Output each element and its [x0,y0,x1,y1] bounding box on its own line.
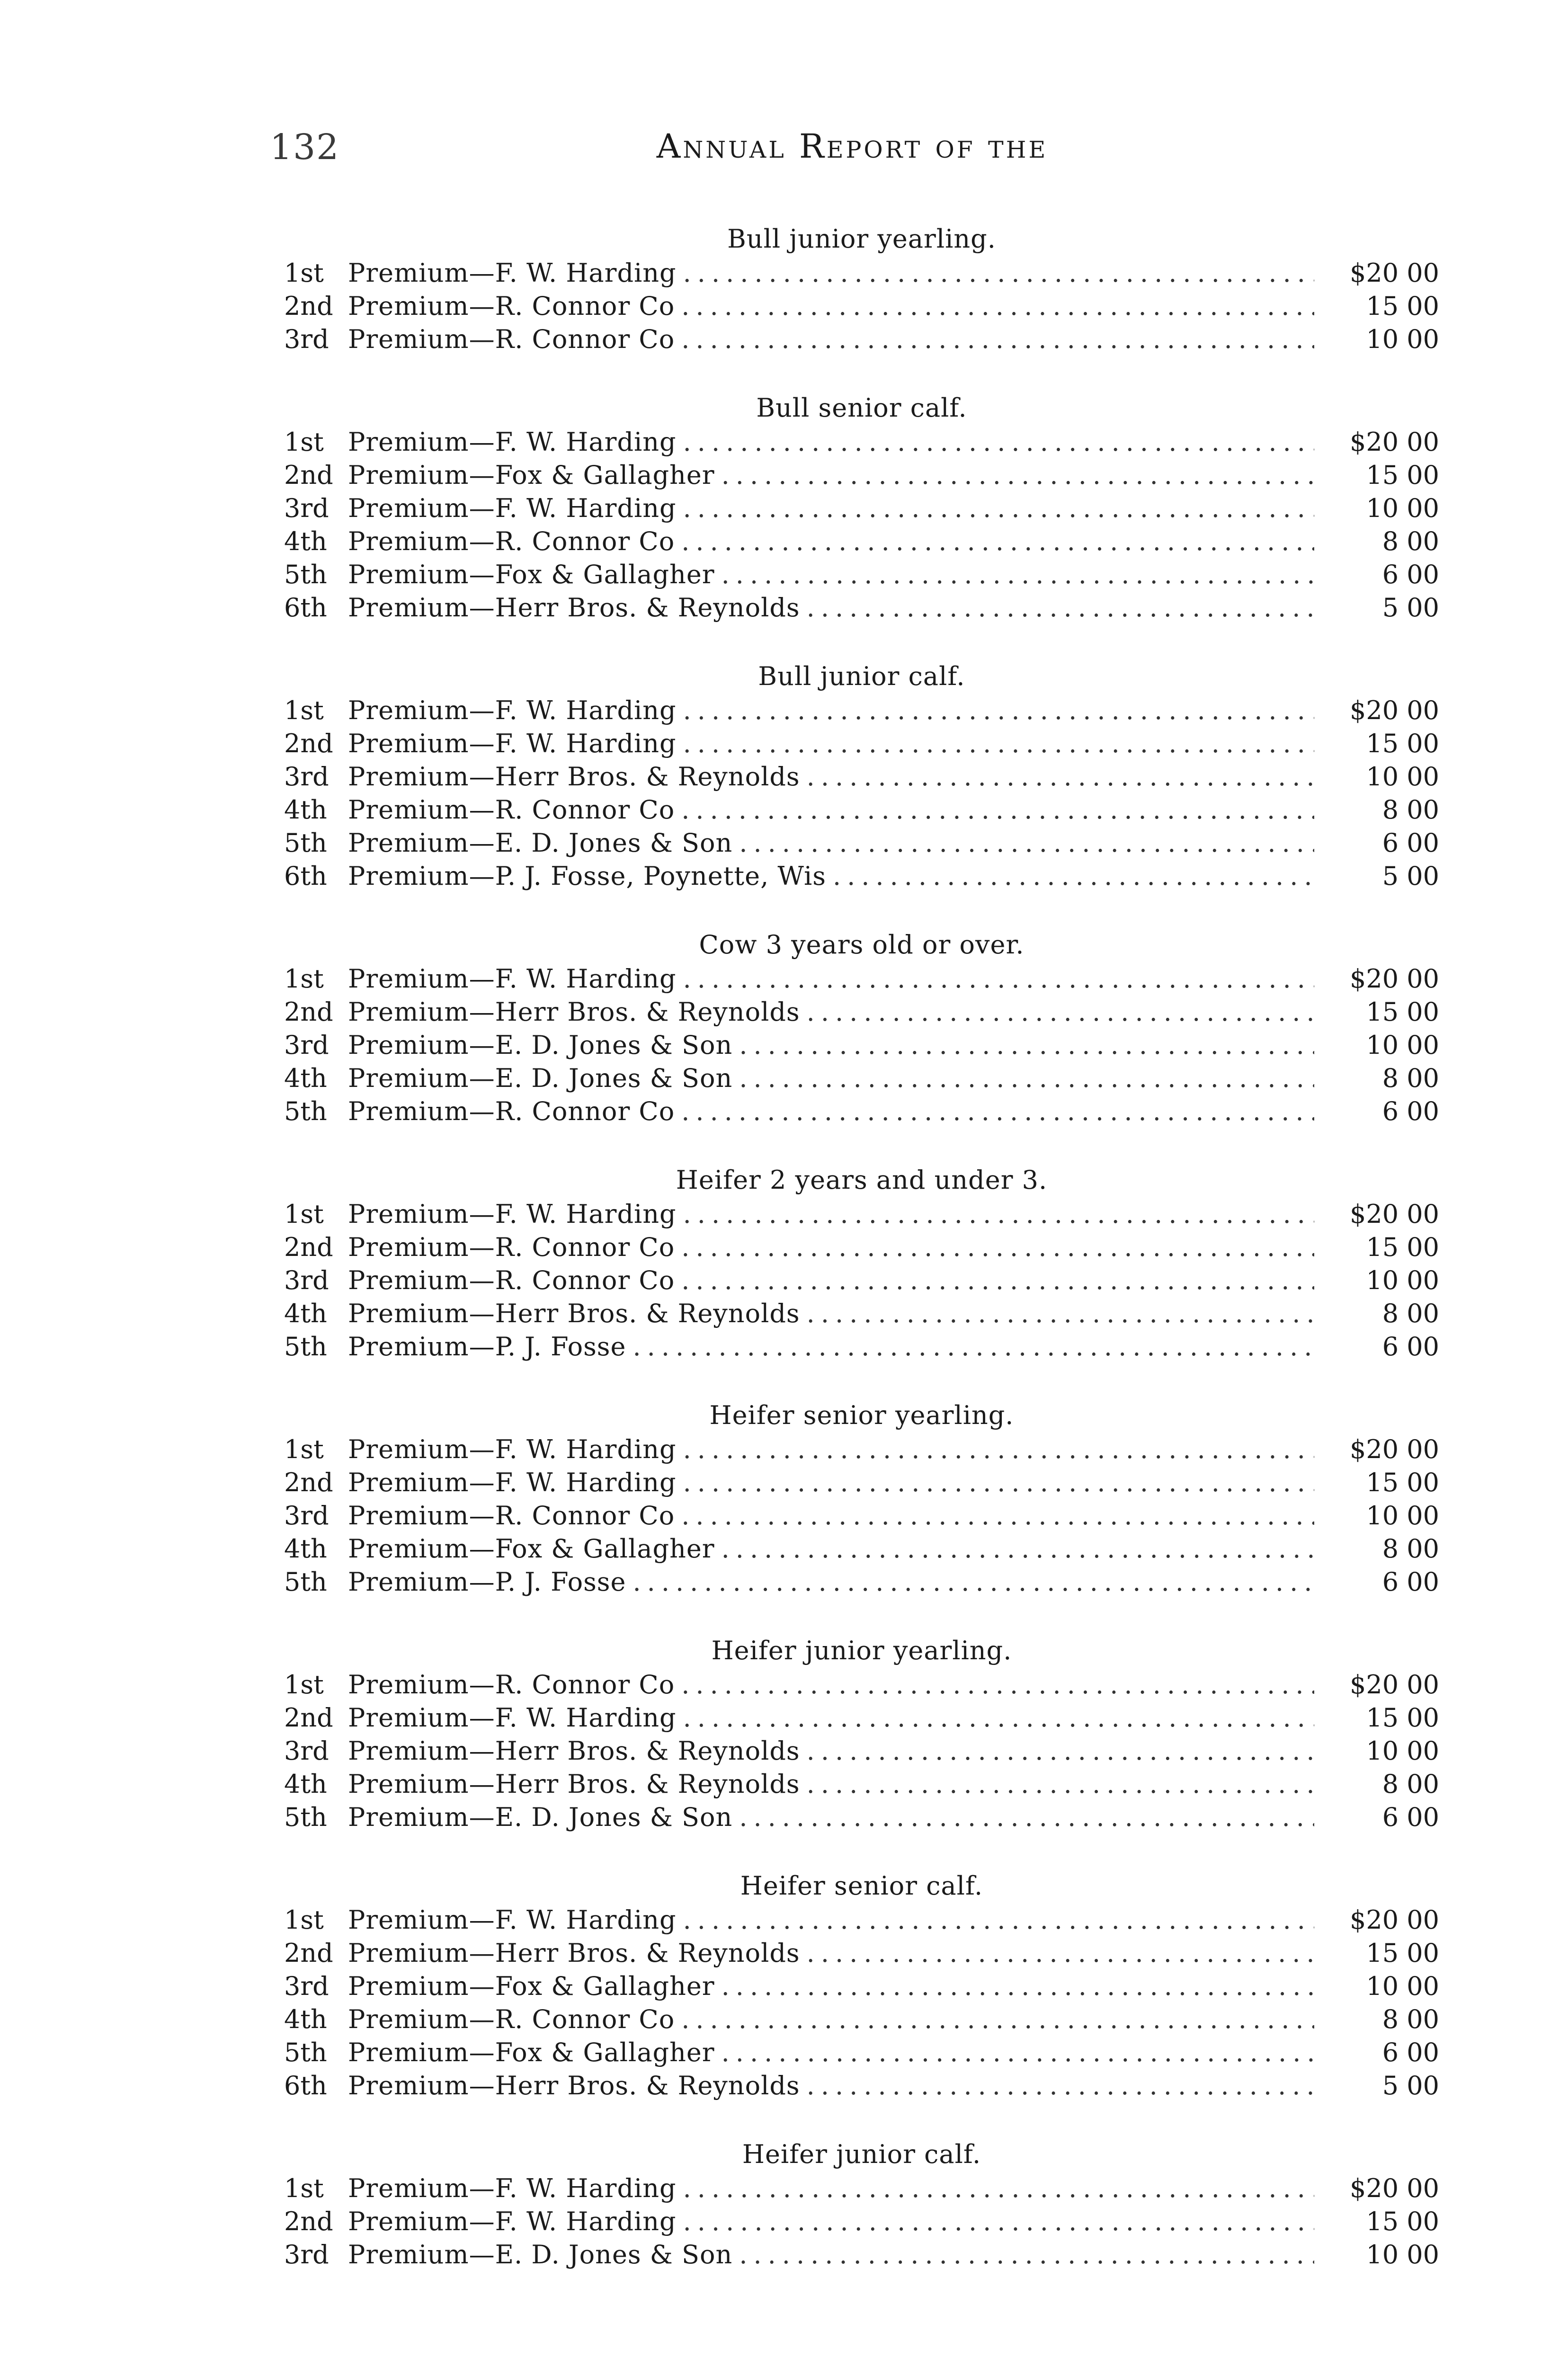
dot-leader [681,290,1314,323]
dot-leader [683,1433,1314,1466]
premium-section [284,222,1439,356]
premium-row [284,1937,1439,1970]
premium-row [284,2205,1439,2238]
premium-row [284,1466,1439,1499]
dot-leader [683,694,1314,727]
placing: 2nd [284,1468,333,1497]
premium-row [284,827,1439,860]
premium-row [284,323,1439,356]
placing: 2nd [284,1232,333,1262]
premium-winner: Premium—R. Connor Co [348,795,675,825]
premium-row [284,257,1439,290]
premium-amount: $20 00 [1350,1434,1439,1464]
premium-amount: 15 00 [1366,997,1439,1027]
premium-amount: 15 00 [1366,291,1439,321]
premium-amount: 8 00 [1382,526,1439,556]
dot-leader [807,996,1314,1029]
premium-winner: Premium—Fox & Gallagher [348,1971,715,2001]
premium-amount: 15 00 [1366,460,1439,490]
premium-row [284,694,1439,727]
premium-row [284,1768,1439,1801]
premium-winner: Premium—Fox & Gallagher [348,2038,715,2067]
placing: 4th [284,1299,327,1328]
premium-row [284,591,1439,624]
premium-section [284,392,1439,624]
placing: 3rd [284,1971,329,2001]
premium-amount: 8 00 [1382,1299,1439,1328]
dot-leader [683,1466,1314,1499]
premium-amount: 15 00 [1366,1938,1439,1968]
premium-amount: 8 00 [1382,1534,1439,1564]
premium-winner: Premium—P. J. Fosse [348,1332,626,1361]
dot-leader [739,1062,1314,1095]
section-title: Bull senior calf. [756,393,967,423]
premium-row [284,962,1439,996]
placing: 1st [284,964,324,994]
running-head: Annual Report of the [656,127,1048,166]
premium-amount: $20 00 [1350,427,1439,457]
premium-winner: Premium—Herr Bros. & Reynolds [348,1299,800,1328]
premium-section [284,1634,1439,1834]
premium-row [284,492,1439,525]
premium-row [284,1095,1439,1128]
premium-amount: 6 00 [1382,2038,1439,2067]
dot-leader [807,1735,1314,1768]
premium-amount: $20 00 [1350,695,1439,725]
premium-amount: 10 00 [1366,1736,1439,1766]
premium-winner: Premium—R. Connor Co [348,1670,675,1700]
premium-winner: Premium—R. Connor Co [348,2004,675,2034]
placing: 3rd [284,762,329,792]
placing: 3rd [284,493,329,523]
premium-amount: $20 00 [1350,1199,1439,1229]
premium-section [284,1164,1439,1363]
premium-row [284,760,1439,793]
placing: 3rd [284,2240,329,2269]
premium-winner: Premium—P. J. Fosse, Poynette, Wis [348,861,826,891]
placing: 4th [284,1534,327,1564]
premium-amount: 10 00 [1366,1971,1439,2001]
premium-winner: Premium—R. Connor Co [348,1265,675,1295]
placing: 4th [284,1769,327,1799]
page-number: 132 [270,127,340,168]
premium-amount: 15 00 [1366,1703,1439,1733]
placing: 3rd [284,1501,329,1531]
premium-winner: Premium—F. W. Harding [348,729,677,758]
premium-amount: 15 00 [1366,1232,1439,1262]
section-title: Heifer junior yearling. [711,1636,1012,1665]
dot-leader [722,558,1314,591]
dot-leader [681,1668,1314,1701]
dot-leader [683,2205,1314,2238]
premium-amount: $20 00 [1350,258,1439,288]
premium-amount: 15 00 [1366,2207,1439,2236]
premium-winner: Premium—Herr Bros. & Reynolds [348,1736,800,1766]
premium-amount: 8 00 [1382,1769,1439,1799]
premium-amount: 6 00 [1382,1332,1439,1361]
dot-leader [683,2172,1314,2205]
premium-amount: 6 00 [1382,828,1439,858]
premium-winner: Premium—F. W. Harding [348,427,677,457]
dot-leader [681,793,1314,827]
premium-amount: 10 00 [1366,2240,1439,2269]
dot-leader [683,1198,1314,1231]
dot-leader [722,2036,1314,2069]
placing: 2nd [284,1938,333,1968]
premium-section [284,660,1439,893]
placing: 3rd [284,1736,329,1766]
premium-row [284,1701,1439,1735]
section-title: Bull junior calf. [758,661,965,691]
premium-winner: Premium—Fox & Gallagher [348,560,715,589]
premium-winner: Premium—P. J. Fosse [348,1567,626,1597]
premium-winner: Premium—R. Connor Co [348,1232,675,1262]
premium-section [284,2138,1439,2271]
premium-row [284,1297,1439,1330]
placing: 4th [284,526,327,556]
premium-winner: Premium—F. W. Harding [348,695,677,725]
dot-leader [807,1937,1314,1970]
premium-amount: 15 00 [1366,1468,1439,1497]
placing: 2nd [284,729,333,758]
dot-leader [722,1970,1314,2003]
dot-leader [683,1904,1314,1937]
premium-row [284,1433,1439,1466]
dot-leader [807,1297,1314,1330]
placing: 6th [284,861,327,891]
premium-row [284,1668,1439,1701]
premium-winner: Premium—Fox & Gallagher [348,1534,715,1564]
premium-amount: $20 00 [1350,1670,1439,1700]
placing: 1st [284,258,324,288]
premium-winner: Premium—Herr Bros. & Reynolds [348,593,800,623]
dot-leader [807,760,1314,793]
premium-amount: $20 00 [1350,1905,1439,1935]
dot-leader [683,257,1314,290]
premium-row [284,1904,1439,1937]
section-title: Heifer 2 years and under 3. [676,1165,1048,1195]
premium-row [284,426,1439,459]
premium-amount: 6 00 [1382,1567,1439,1597]
premium-winner: Premium—E. D. Jones & Son [348,828,733,858]
premium-row [284,996,1439,1029]
dot-leader [833,860,1314,893]
premium-winner: Premium—F. W. Harding [348,1905,677,1935]
placing: 1st [284,427,324,457]
placing: 3rd [284,324,329,354]
section-title: Heifer senior yearling. [709,1400,1014,1430]
premium-amount: 10 00 [1366,762,1439,792]
premium-row [284,1735,1439,1768]
dot-leader [683,492,1314,525]
dot-leader [681,1231,1314,1264]
premium-winner: Premium—R. Connor Co [348,526,675,556]
premium-amount: 10 00 [1366,324,1439,354]
premium-row [284,2003,1439,2036]
dot-leader [739,1029,1314,1062]
placing: 4th [284,1063,327,1093]
premium-amount: 8 00 [1382,1063,1439,1093]
premium-amount: 10 00 [1366,1265,1439,1295]
premium-row [284,525,1439,558]
premium-winner: Premium—Herr Bros. & Reynolds [348,1938,800,1968]
dot-leader [683,426,1314,459]
placing: 6th [284,2071,327,2100]
premium-amount: $20 00 [1350,2173,1439,2203]
premium-row [284,727,1439,760]
premium-row [284,1062,1439,1095]
premium-winner: Premium—F. W. Harding [348,1434,677,1464]
premium-amount: 6 00 [1382,1096,1439,1126]
dot-leader [807,2069,1314,2102]
premium-amount: 8 00 [1382,2004,1439,2034]
premium-row [284,1029,1439,1062]
placing: 1st [284,1199,324,1229]
placing: 5th [284,560,327,589]
premium-winner: Premium—F. W. Harding [348,1703,677,1733]
dot-leader [633,1330,1314,1363]
premium-winner: Premium—F. W. Harding [348,2207,677,2236]
placing: 5th [284,1096,327,1126]
premium-row [284,1499,1439,1532]
dot-leader [633,1566,1314,1599]
premium-winner: Premium—Herr Bros. & Reynolds [348,762,800,792]
premium-amount: 10 00 [1366,1030,1439,1060]
placing: 6th [284,593,327,623]
premium-winner: Premium—Herr Bros. & Reynolds [348,1769,800,1799]
premium-winner: Premium—F. W. Harding [348,258,677,288]
premium-winner: Premium—F. W. Harding [348,493,677,523]
placing: 5th [284,2038,327,2067]
premium-row [284,2036,1439,2069]
premium-row [284,1198,1439,1231]
section-title: Heifer senior calf. [740,1871,983,1901]
premium-row [284,1231,1439,1264]
dot-leader [681,525,1314,558]
premium-section [284,1869,1439,2102]
premium-row [284,290,1439,323]
dot-leader [681,1095,1314,1128]
premium-winner: Premium—E. D. Jones & Son [348,2240,733,2269]
premium-winner: Premium—R. Connor Co [348,324,675,354]
premium-winner: Premium—E. D. Jones & Son [348,1802,733,1832]
premium-winner: Premium—F. W. Harding [348,2173,677,2203]
dot-leader [739,2238,1314,2271]
placing: 3rd [284,1265,329,1295]
dot-leader [807,591,1314,624]
premium-winner: Premium—E. D. Jones & Son [348,1063,733,1093]
dot-leader [683,962,1314,996]
placing: 1st [284,2173,324,2203]
premium-winner: Premium—Herr Bros. & Reynolds [348,997,800,1027]
premium-amount: $20 00 [1350,964,1439,994]
placing: 1st [284,1905,324,1935]
placing: 2nd [284,997,333,1027]
dot-leader [739,1801,1314,1834]
placing: 1st [284,695,324,725]
premium-winner: Premium—F. W. Harding [348,1468,677,1497]
premium-amount: 10 00 [1366,493,1439,523]
dot-leader [683,727,1314,760]
dot-leader [722,459,1314,492]
placing: 3rd [284,1030,329,1060]
placing: 4th [284,795,327,825]
section-title: Bull junior yearling. [727,224,996,254]
placing: 1st [284,1670,324,1700]
premium-row [284,1330,1439,1363]
dot-leader [807,1768,1314,1801]
premium-row [284,2069,1439,2102]
premium-row [284,1566,1439,1599]
dot-leader [683,1701,1314,1735]
section-title: Cow 3 years old or over. [699,930,1025,960]
premium-winner: Premium—E. D. Jones & Son [348,1030,733,1060]
premium-row [284,1264,1439,1297]
premium-amount: 6 00 [1382,560,1439,589]
placing: 5th [284,1802,327,1832]
premium-section [284,1399,1439,1599]
premium-row [284,860,1439,893]
placing: 5th [284,1567,327,1597]
premium-winner: Premium—Fox & Gallagher [348,460,715,490]
placing: 5th [284,828,327,858]
premium-amount: 8 00 [1382,795,1439,825]
premium-winner: Premium—F. W. Harding [348,964,677,994]
placing: 5th [284,1332,327,1361]
premium-row [284,793,1439,827]
placing: 1st [284,1434,324,1464]
dot-leader [722,1532,1314,1566]
dot-leader [739,827,1314,860]
placing: 2nd [284,291,333,321]
section-title: Heifer junior calf. [742,2139,981,2169]
premium-row [284,2238,1439,2271]
placing: 4th [284,2004,327,2034]
page-header [270,127,1434,179]
premium-winner: Premium—R. Connor Co [348,291,675,321]
placing: 2nd [284,2207,333,2236]
dot-leader [681,1264,1314,1297]
dot-leader [681,1499,1314,1532]
premium-amount: 5 00 [1382,2071,1439,2100]
premium-winner: Premium—R. Connor Co [348,1501,675,1531]
dot-leader [681,2003,1314,2036]
premium-row [284,1532,1439,1566]
premium-row [284,1801,1439,1834]
placing: 2nd [284,1703,333,1733]
premium-amount: 10 00 [1366,1501,1439,1531]
premium-winner: Premium—Herr Bros. & Reynolds [348,2071,800,2100]
dot-leader [681,323,1314,356]
premium-row [284,558,1439,591]
premium-section [284,928,1439,1128]
premium-amount: 15 00 [1366,729,1439,758]
placing: 2nd [284,460,333,490]
premium-row [284,459,1439,492]
premium-amount: 5 00 [1382,593,1439,623]
premium-row [284,1970,1439,2003]
premium-list [284,222,1439,2307]
premium-amount: 6 00 [1382,1802,1439,1832]
premium-winner: Premium—R. Connor Co [348,1096,675,1126]
premium-winner: Premium—F. W. Harding [348,1199,677,1229]
premium-amount: 5 00 [1382,861,1439,891]
premium-row [284,2172,1439,2205]
